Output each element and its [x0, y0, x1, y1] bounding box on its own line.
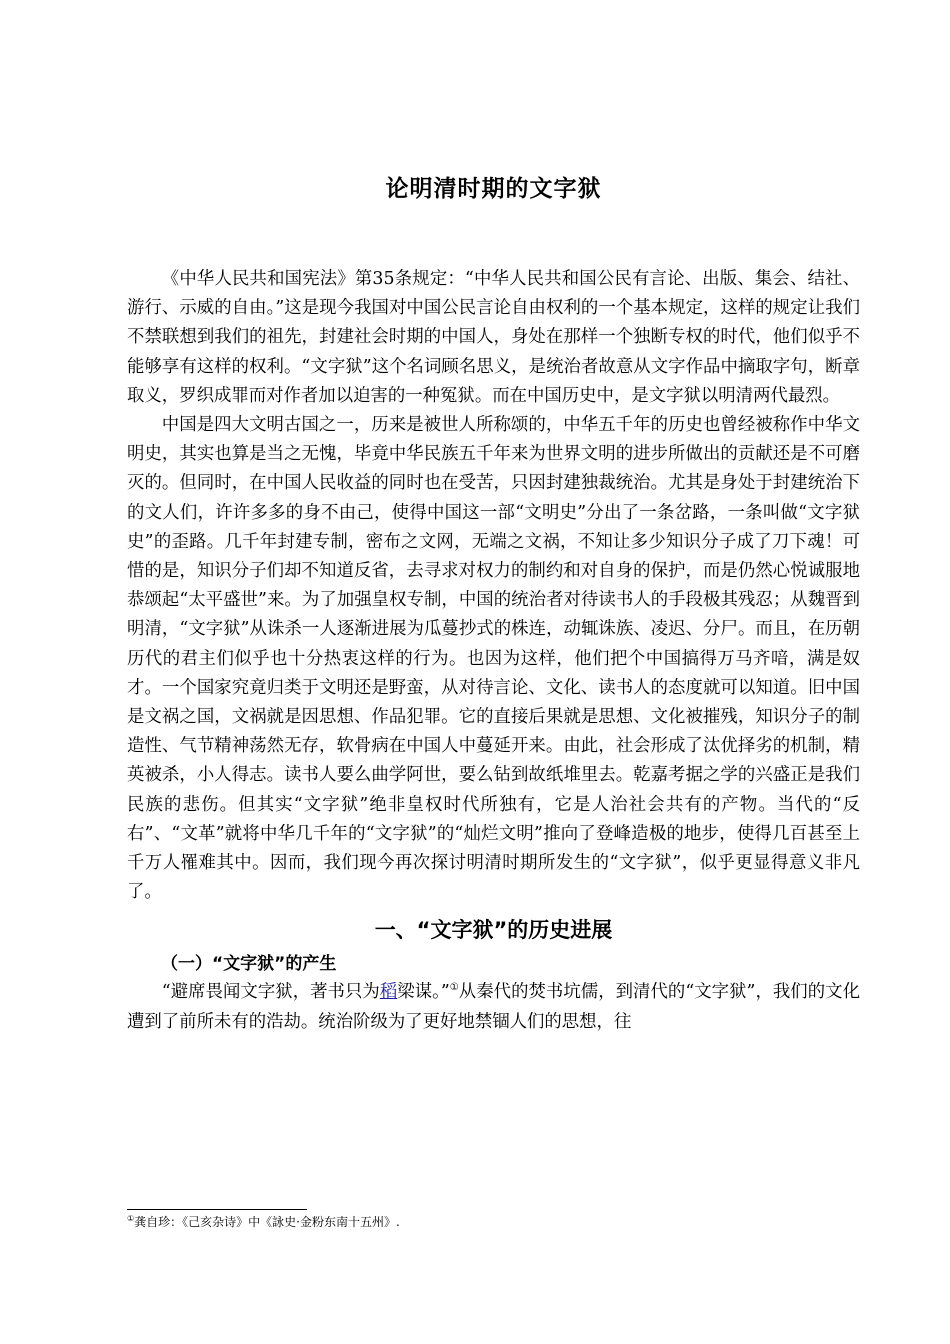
hyperlink[interactable]: 稻: [379, 982, 398, 1003]
intro-paragraph: 《中华人民共和国宪法》第35条规定：“中华人民共和国公民有言论、出版、集会、结社、游行、示威的自由。”这是现今我国对中国公民言论自由权利的一个基本规定，这样的规定让我们不禁联想到我们的祖先，封建社会时期的中国人，身处在那样一个独断专权的时代，他们似乎不能够享有这样的权利。“文字狱”这个名词顾名思义，是统治者故意从文字作品中摘取字句，断章取义，罗织成罪而对作者加以迫害的一种冤狱。而在中国历史中，是文字狱以明清两代最烈。: [127, 269, 860, 406]
section-heading: 一、“文字狱”的历史进展: [374, 918, 613, 943]
document-title: 论明清时期的文字狱: [385, 176, 602, 202]
footnote-reference[interactable]: ①: [449, 982, 459, 994]
document-body: [127, 265, 860, 1037]
footnote-text: 龚自珍：《己亥杂诗》中《詠史·金粉东南十五州》.: [134, 1215, 400, 1229]
body-paragraph: 中国是四大文明古国之一，历来是被世人所称颂的，中华五千年的历史也曾经被称作中华文明史，其实也算是当之无愧，毕竟中华民族五千年来为世界文明的进步所做出的贡献还是不可磨灭的。但同时，在中国人民收益的同时也在受苦，只因封建独裁统治。尤其是身处于封建统治下的文人们，许许多多的身不由己，使得中国这一部“文明史”分出了一条岔路，一条叫做“文字狱史”的歪路。几千年封建专制，密布之文网，无端之文祸，不知让多少知识分子成了刀下魂！可惜的是，知识分子们却不知道反省，去寻求对权力的制约和对自身的保护，而是仍然心悦诚服地恭颂起“太平盛世”来。为了加强皇权专制，中国的统治者对待读书人的手段极其残忍；从魏晋到明清，“文字狱”从诛杀一人逐渐进展为瓜蔓抄式的株连，动辄诛族、凌迟、分尸。而且，在历朝历代的君主们似乎也十分热衷这样的行为。也因为这样，他们把个中国搞得万马齐喑，满是奴才。一个国家究竟归类于文明还是野蛮，从对待言论、文化、读书人的态度就可以知道。旧中国是文祸之国，文祸就是因思想、作品犯罪。它的直接后果就是思想、文化被摧残，知识分子的制造性、气节精神荡然无存，软骨病在中国人中蔓延开来。由此，社会形成了汰优择劣的机制，精英被杀，小人得志。读书人要么曲学阿世，要么钻到故纸堆里去。乾嘉考据之学的兴盛正是我们民族的悲伤。但其实“文字狱”绝非皇权时代所独有，它是人治社会共有的产物。当代的“反右”、“文革”就将中华几千年的“文字狱”的“灿烂文明”推向了登峰造极的地步，使得几百甚至上千万人罹难其中。因而，我们现今再次探讨明清时期所发生的“文字狱”，似乎更显得意义非凡了。: [127, 415, 860, 903]
subsection-heading: （一）“文字狱”的产生: [161, 954, 337, 975]
footnote: [127, 1213, 860, 1231]
footnote-separator: [127, 1209, 307, 1210]
footnote-marker: ①: [127, 1214, 135, 1223]
document-page: [127, 0, 860, 1344]
paragraph-continuation: 从秦代的焚书坑儒，到清代的“文字狱”，我们的文化遭到了前所未有的浩劫。统治阶级为了更好地禁锢人们的思想，往: [127, 982, 860, 1032]
quote-text: “避席畏闻文字狱，著书只为: [161, 982, 380, 1003]
section-paragraph: [127, 978, 860, 1036]
quote-text-end: 梁谋。”: [397, 982, 450, 1003]
